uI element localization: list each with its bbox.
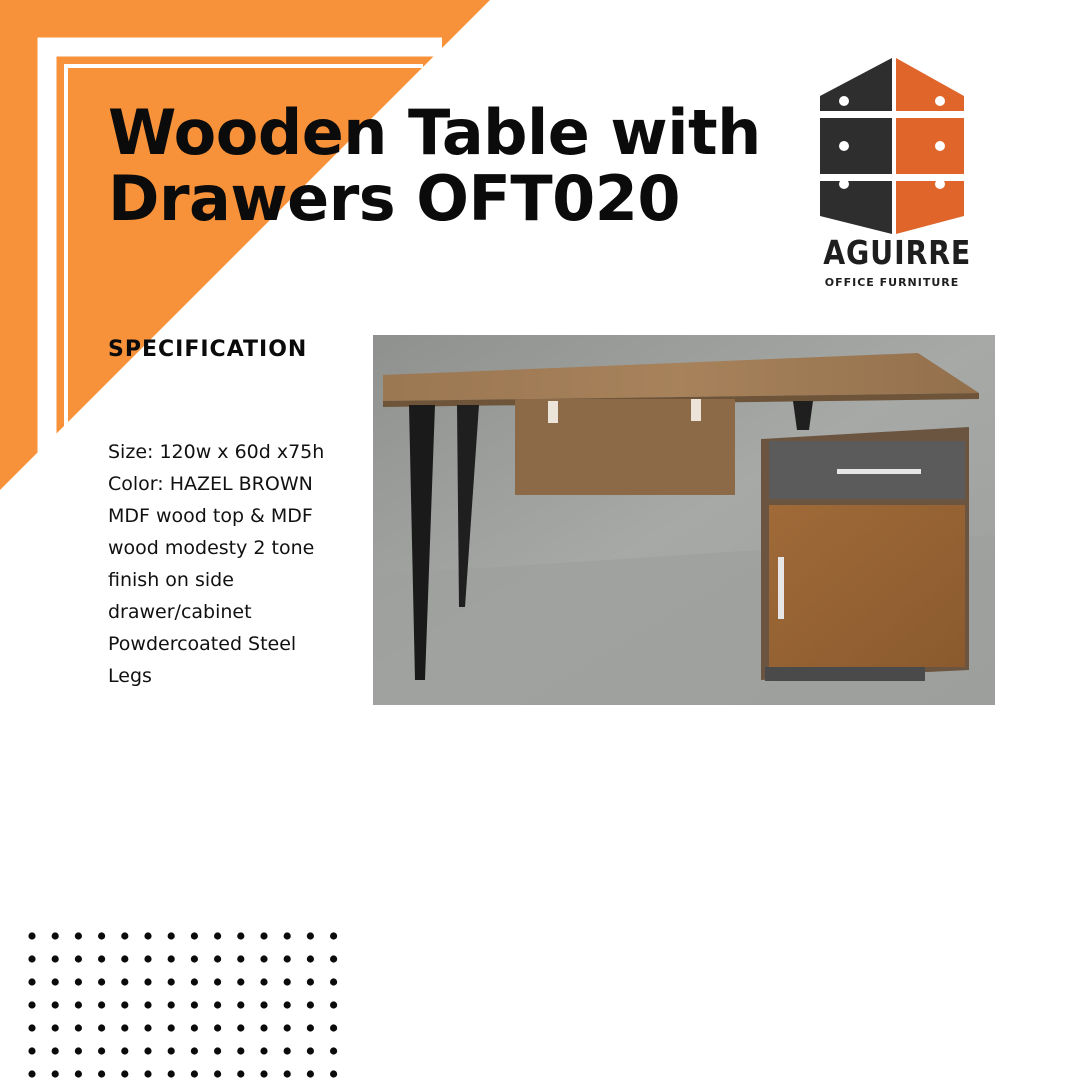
decorative-dot: [121, 955, 128, 962]
spec-line: drawer/cabinet: [108, 601, 252, 623]
decorative-dot: [98, 978, 105, 985]
brand-name: AGUIRRE: [823, 233, 972, 272]
decorative-dot: [168, 1024, 175, 1031]
decorative-dot: [307, 1047, 314, 1054]
specification-heading: SPECIFICATION: [108, 337, 308, 362]
decorative-dot: [28, 1001, 35, 1008]
decorative-dot: [75, 955, 82, 962]
decorative-dot: [330, 1024, 337, 1031]
decorative-dot: [168, 932, 175, 939]
decorative-dot: [98, 932, 105, 939]
decorative-dot: [260, 1001, 267, 1008]
decorative-dot: [284, 978, 291, 985]
decorative-dot: [98, 1047, 105, 1054]
decorative-dot: [191, 1001, 198, 1008]
title-line-2: Drawers OFT020: [108, 162, 681, 235]
decorative-dot: [307, 1024, 314, 1031]
decorative-dot: [121, 1001, 128, 1008]
decorative-dot: [330, 932, 337, 939]
decorative-dot: [214, 932, 221, 939]
decorative-dot: [330, 978, 337, 985]
decorative-dot: [28, 932, 35, 939]
decorative-dot: [121, 978, 128, 985]
decorative-dot: [52, 955, 59, 962]
decorative-dot: [144, 1070, 151, 1077]
spec-line: Legs: [108, 665, 152, 687]
decorative-dot: [214, 1024, 221, 1031]
decorative-dot: [75, 1024, 82, 1031]
decorative-dot: [168, 978, 175, 985]
decorative-dot: [75, 1070, 82, 1077]
decorative-dot: [75, 978, 82, 985]
decorative-dot: [307, 955, 314, 962]
decorative-dot: [191, 1024, 198, 1031]
decorative-dot: [144, 1024, 151, 1031]
decorative-dot: [237, 955, 244, 962]
decorative-dot: [307, 1070, 314, 1077]
decorative-dot: [121, 1070, 128, 1077]
spec-line: wood modesty 2 tone: [108, 537, 315, 559]
decorative-dot: [237, 1024, 244, 1031]
product-title: [108, 96, 761, 235]
brand-tagline: OFFICE FURNITURE: [824, 276, 960, 289]
decorative-dot: [284, 1070, 291, 1077]
decorative-dot: [75, 1001, 82, 1008]
decorative-dot: [28, 1024, 35, 1031]
decorative-dot: [237, 1001, 244, 1008]
decorative-dot: [260, 1047, 267, 1054]
decorative-dot: [98, 1001, 105, 1008]
decorative-dot: [237, 978, 244, 985]
decorative-dot: [191, 978, 198, 985]
decorative-dot: [52, 1001, 59, 1008]
decorative-dot: [75, 1047, 82, 1054]
decorative-dot: [144, 955, 151, 962]
title-line-1: Wooden Table with: [108, 96, 761, 169]
decorative-dot: [144, 1001, 151, 1008]
decorative-dot: [144, 1047, 151, 1054]
decorative-dot: [121, 1047, 128, 1054]
decorative-dot: [191, 932, 198, 939]
decorative-dot: [52, 978, 59, 985]
decorative-dot: [28, 978, 35, 985]
spec-line: finish on side: [108, 569, 234, 591]
decorative-dot: [284, 1024, 291, 1031]
decorative-dot: [168, 1001, 175, 1008]
decorative-dot: [121, 1024, 128, 1031]
decorative-dot: [191, 1047, 198, 1054]
decorative-dot: [307, 932, 314, 939]
decorative-dot: [284, 1001, 291, 1008]
specification-list: [108, 436, 348, 692]
decorative-dot: [237, 932, 244, 939]
decorative-dot: [284, 1047, 291, 1054]
decorative-dot: [214, 1047, 221, 1054]
decorative-dot: [237, 1070, 244, 1077]
decorative-dot: [330, 1047, 337, 1054]
decorative-dot: [214, 1070, 221, 1077]
decorative-dot: [52, 1070, 59, 1077]
decorative-dot: [307, 978, 314, 985]
decorative-dot: [330, 1001, 337, 1008]
decorative-dot: [330, 1070, 337, 1077]
decorative-dot: [28, 1070, 35, 1077]
decorative-dot: [191, 1070, 198, 1077]
decorative-dot: [284, 932, 291, 939]
spec-line: MDF wood top & MDF: [108, 505, 313, 527]
decorative-dot: [191, 955, 198, 962]
decorative-dot: [260, 1070, 267, 1077]
decorative-dot: [52, 1047, 59, 1054]
decorative-dot: [260, 955, 267, 962]
decorative-dot: [307, 1001, 314, 1008]
spec-line: Powdercoated Steel: [108, 633, 297, 655]
decorative-dot: [330, 955, 337, 962]
decorative-dot: [214, 955, 221, 962]
spec-line: Size: 120w x 60d x75h: [108, 441, 325, 463]
decorative-dot: [214, 1001, 221, 1008]
decorative-dot: [260, 978, 267, 985]
decorative-dot: [75, 932, 82, 939]
decorative-dot: [98, 955, 105, 962]
decorative-dot: [98, 1024, 105, 1031]
decorative-dot: [98, 1070, 105, 1077]
spec-line: Color: HAZEL BROWN: [108, 473, 313, 495]
decorative-dot: [168, 1070, 175, 1077]
decorative-dot: [260, 1024, 267, 1031]
decorative-dot: [214, 978, 221, 985]
decorative-dot: [168, 1047, 175, 1054]
product-photo: [373, 335, 995, 705]
decorative-dot: [52, 1024, 59, 1031]
decorative-dot: [144, 978, 151, 985]
decorative-dot: [121, 932, 128, 939]
decorative-dot: [52, 932, 59, 939]
decorative-dot: [260, 932, 267, 939]
decorative-dot: [144, 932, 151, 939]
decorative-dot: [168, 955, 175, 962]
decorative-dot: [237, 1047, 244, 1054]
decorative-dot: [28, 955, 35, 962]
decorative-dot: [284, 955, 291, 962]
decorative-dot: [28, 1047, 35, 1054]
dot-grid-decoration: [22, 922, 352, 1080]
